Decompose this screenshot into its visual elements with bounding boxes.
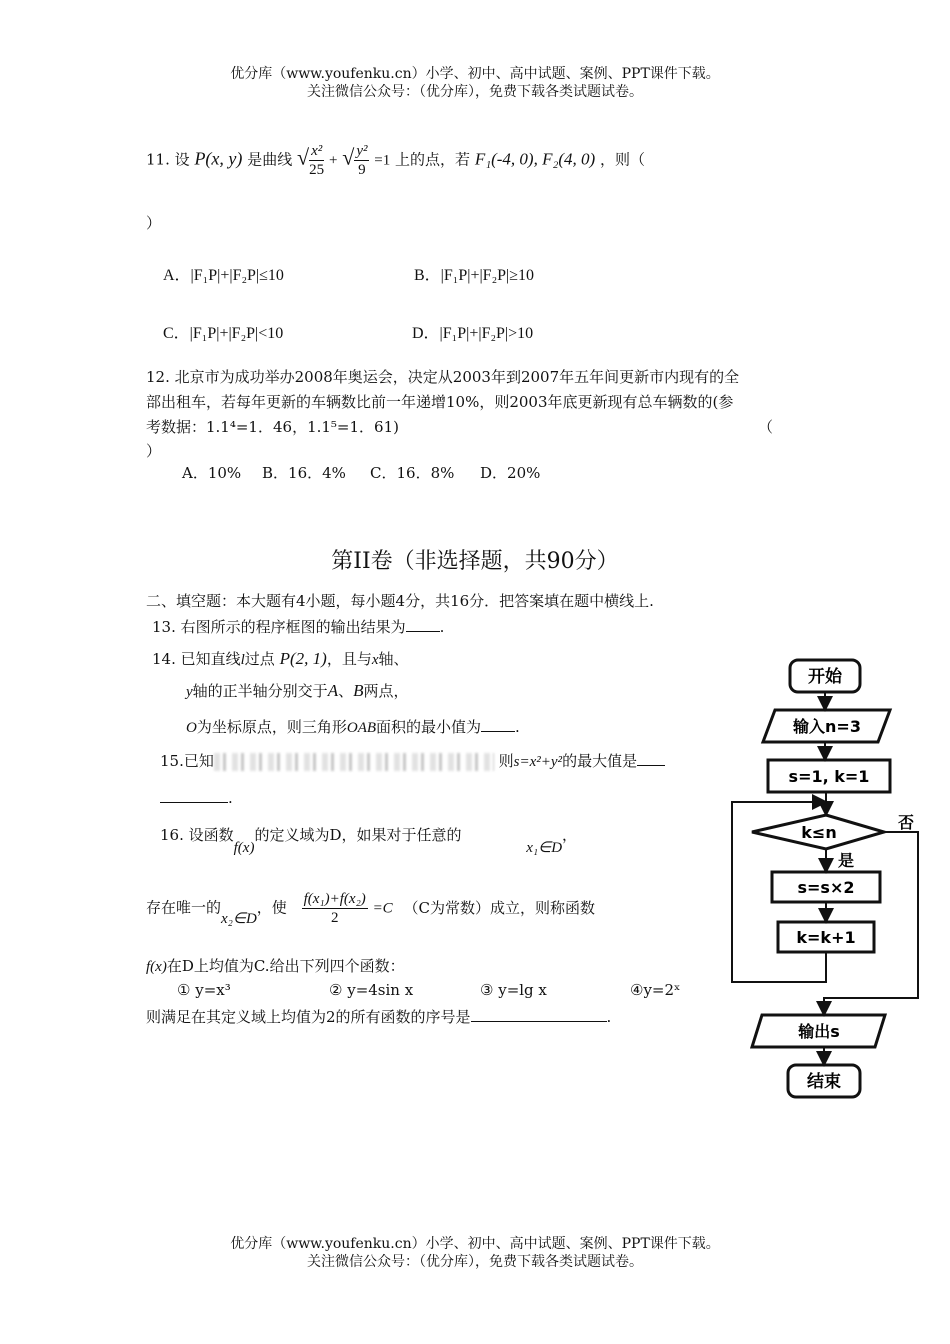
flow-input-label: 输入n=3 bbox=[793, 717, 861, 736]
footer-line-2: 关注微信公众号：（优分库），免费下载各类试题试卷。 bbox=[307, 1254, 643, 1270]
q11-paren: ） bbox=[146, 214, 162, 232]
flow-output-label: 输出s bbox=[798, 1022, 840, 1041]
q15-answer-blank-1 bbox=[637, 751, 665, 766]
q12-line-2: 部出租车，若每年更新的车辆数比前一年递增10%，则2003年底更新现有总车辆数的(参 bbox=[146, 393, 734, 411]
flow-step1-label: s=s×2 bbox=[797, 878, 855, 897]
q16-line-3: f(x)在D上均值为C.给出下列四个函数： bbox=[146, 957, 405, 975]
q16-function-2: ② y=4sin x bbox=[329, 981, 414, 999]
q16-line-1: 16. 设函数f(x)的定义域为D，如果对于任意的 x₁∈D， bbox=[160, 826, 578, 856]
q11-frac-x: $\frac{\text{x²}}{25}$ bbox=[309, 143, 325, 178]
q14-line-3: O为坐标原点，则三角形OAB面积的最小值为 . bbox=[186, 718, 520, 736]
q12-option-a: A．10% bbox=[182, 464, 242, 482]
q12-paren-close: ） bbox=[146, 442, 162, 460]
q12-option-b: B．16．4% bbox=[262, 464, 346, 482]
q16-line-4: 则满足在其定义域上均值为2的所有函数的序号是 . bbox=[146, 1008, 612, 1026]
q11-option-c: C．|F₁P|+|F₂P|<10 bbox=[163, 325, 284, 342]
q11-point: P(x, y) bbox=[194, 148, 243, 169]
q16-function-1: ① y=x³ bbox=[177, 981, 231, 999]
flow-no-label: 否 bbox=[897, 813, 915, 832]
flow-step2-label: k=k+1 bbox=[796, 928, 856, 947]
q11-stem: 11. 设 P(x, y) 是曲线 √ $\frac{\text{x²}}{25}$ + √ $\frac{\text{y²}}{9}$ =1 上的点，若 F₁(-4, 0), F₂(4, 0) ，则（ bbox=[146, 143, 646, 178]
section-title: 第II卷（非选择题，共90分） bbox=[331, 549, 619, 574]
section-intro: 二、填空题：本大题有4小题，每小题4分，共16分．把答案填在题中横线上. bbox=[146, 592, 654, 610]
q16-answer-blank bbox=[471, 1007, 607, 1022]
q12-line-3: 考数据：1.1⁴=1．46，1.1⁵=1．61) bbox=[146, 418, 399, 436]
q11-number: 11. bbox=[146, 150, 170, 169]
q15-line-2: . bbox=[160, 788, 233, 807]
flow-init-label: s=1, k=1 bbox=[788, 767, 870, 786]
q13: 13. 右图所示的程序框图的输出结果为 . bbox=[152, 618, 445, 636]
q11-option-d: D．|F₁P|+|F₂P|>10 bbox=[412, 325, 534, 342]
q12-option-d: D．20% bbox=[480, 464, 541, 482]
flow-condition-label: k≤n bbox=[801, 823, 837, 842]
q16-function-4: ④y=2ˣ bbox=[630, 981, 681, 999]
q15-answer-blank-2 bbox=[160, 788, 228, 803]
q12-line-1: 12. 北京市为成功举办2008年奥运会，决定从2003年到2007年五年间更新市内现有的全 bbox=[146, 368, 740, 386]
q16-line-2: 存在唯一的x₂∈D，使 $\frac{\text{f(x₁)+f(x₂)}}{2}$ =C （C为常数）成立，则称函数 bbox=[146, 891, 595, 927]
q11-frac-y: $\frac{\text{y²}}{9}$ bbox=[356, 143, 368, 178]
q12-option-c: C．16．8% bbox=[370, 464, 455, 482]
flow-start-label: 开始 bbox=[808, 667, 842, 687]
footer-line-1: 优分库（www.youfenku.cn）小学、初中、高中试题、案例、PPT课件下载。 bbox=[230, 1236, 720, 1252]
q13-answer-blank bbox=[406, 617, 440, 632]
q14-answer-blank bbox=[481, 717, 515, 732]
flowchart bbox=[720, 650, 940, 1110]
flow-yes-label: 是 bbox=[837, 851, 855, 870]
q16-fraction: $\frac{\text{f(x₁)+f(x₂)}}{2}$ bbox=[303, 891, 366, 926]
q11-foci: F₁(-4, 0), F₂(4, 0) bbox=[474, 149, 596, 169]
q16-function-3: ③ y=lg x bbox=[480, 981, 547, 999]
q12-paren-open: （ bbox=[758, 418, 774, 436]
flow-end-label: 结束 bbox=[807, 1072, 841, 1092]
q15-line-1: 15.已知 则s=x²+y²的最大值是 bbox=[160, 750, 665, 771]
header-line-1: 优分库（www.youfenku.cn）小学、初中、高中试题、案例、PPT课件下载。 bbox=[230, 66, 720, 82]
q14-line-2: y轴的正半轴分别交于A、B两点， bbox=[186, 681, 409, 700]
header-line-2: 关注微信公众号：（优分库），免费下载各类试题试卷。 bbox=[307, 84, 643, 100]
q11-option-b: B．|F₁P|+|F₂P|≥10 bbox=[414, 267, 535, 284]
q14-line-1: 14. 已知直线l过点 P(2, 1)，且与x轴、 bbox=[152, 649, 409, 668]
q15-blurred-condition bbox=[214, 753, 494, 771]
q11-option-a: A．|F₁P|+|F₂P|≤10 bbox=[163, 267, 284, 284]
